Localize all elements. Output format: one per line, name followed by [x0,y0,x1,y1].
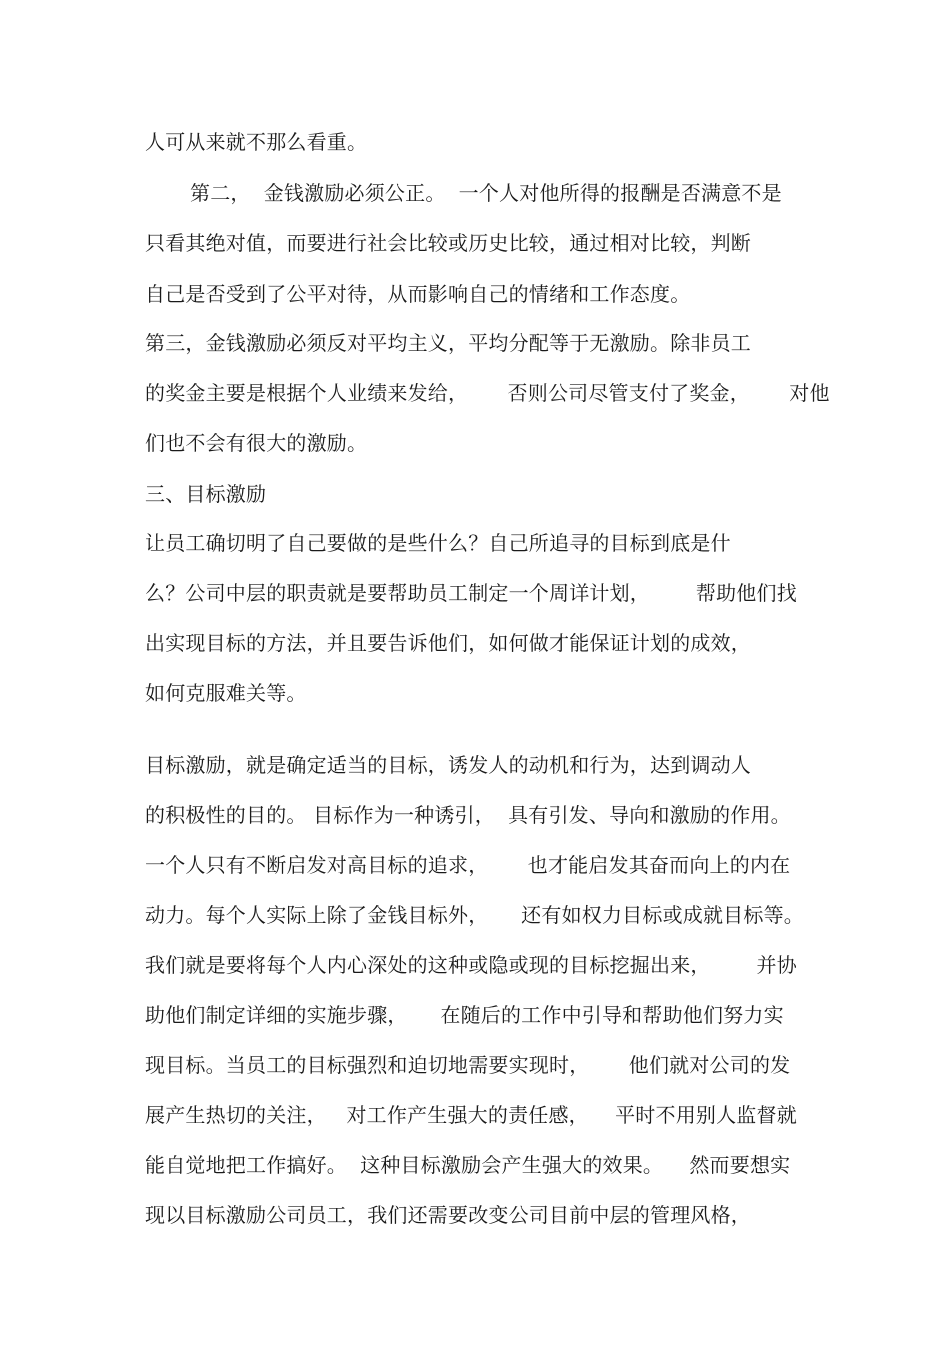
text-line: 让员工确切明了自己要做的是些什么？自己所追寻的目标到底是什 [145,531,731,555]
text-line: 们也不会有很大的激励。 [145,431,368,455]
text-line: 助他们制定详细的实施步骤， 在随后的工作中引导和帮助他们努力实 [145,1003,784,1027]
text-line: 一个人只有不断启发对高目标的追求， 也才能启发其奋而向上的内在 [145,853,791,877]
text-line: 我们就是要将每个人内心深处的这种或隐或现的目标挖掘出来， 并协 [145,953,797,977]
text-line: 第三，金钱激励必须反对平均主义，平均分配等于无激励。除非员工 [145,331,751,355]
text-line: 展产生热切的关注， 对工作产生强大的责任感， 平时不用别人监督就 [145,1103,797,1127]
text-line: 现以目标激励公司员工，我们还需要改变公司目前中层的管理风格， [145,1203,751,1227]
text-line: 能自觉地把工作搞好。 这种目标激励会产生强大的效果。 然而要想实 [145,1153,791,1177]
section-heading: 三、目标激励 [145,482,267,506]
text-line: 目标激励，就是确定适当的目标，诱发人的动机和行为，达到调动人 [145,753,751,777]
text-line: 只看其绝对值，而要进行社会比较或历史比较，通过相对比较，判断 [145,231,751,255]
text-line: 出实现目标的方法，并且要告诉他们，如何做才能保证计划的成效， [145,631,751,655]
text-line: 动力。每个人实际上除了金钱目标外， 还有如权力目标或成就目标等。 [145,903,804,927]
text-line: 如何克服难关等。 [145,681,307,705]
text-line: 的奖金主要是根据个人业绩来发给， 否则公司尽管支付了奖金， 对他 [145,381,830,405]
text-line: 第二， 金钱激励必须公正。 一个人对他所得的报酬是否满意不是 [190,181,782,205]
text-line: 的积极性的目的。 目标作为一种诱引， 具有引发、导向和激励的作用。 [145,803,791,827]
text-line: 人可从来就不那么看重。 [145,130,368,154]
text-line: 自己是否受到了公平对待，从而影响自己的情绪和工作态度。 [145,282,691,306]
text-line: 现目标。当员工的目标强烈和迫切地需要实现时， 他们就对公司的发 [145,1053,791,1077]
text-line: 么？公司中层的职责就是要帮助员工制定一个周详计划， 帮助他们找 [145,581,797,605]
